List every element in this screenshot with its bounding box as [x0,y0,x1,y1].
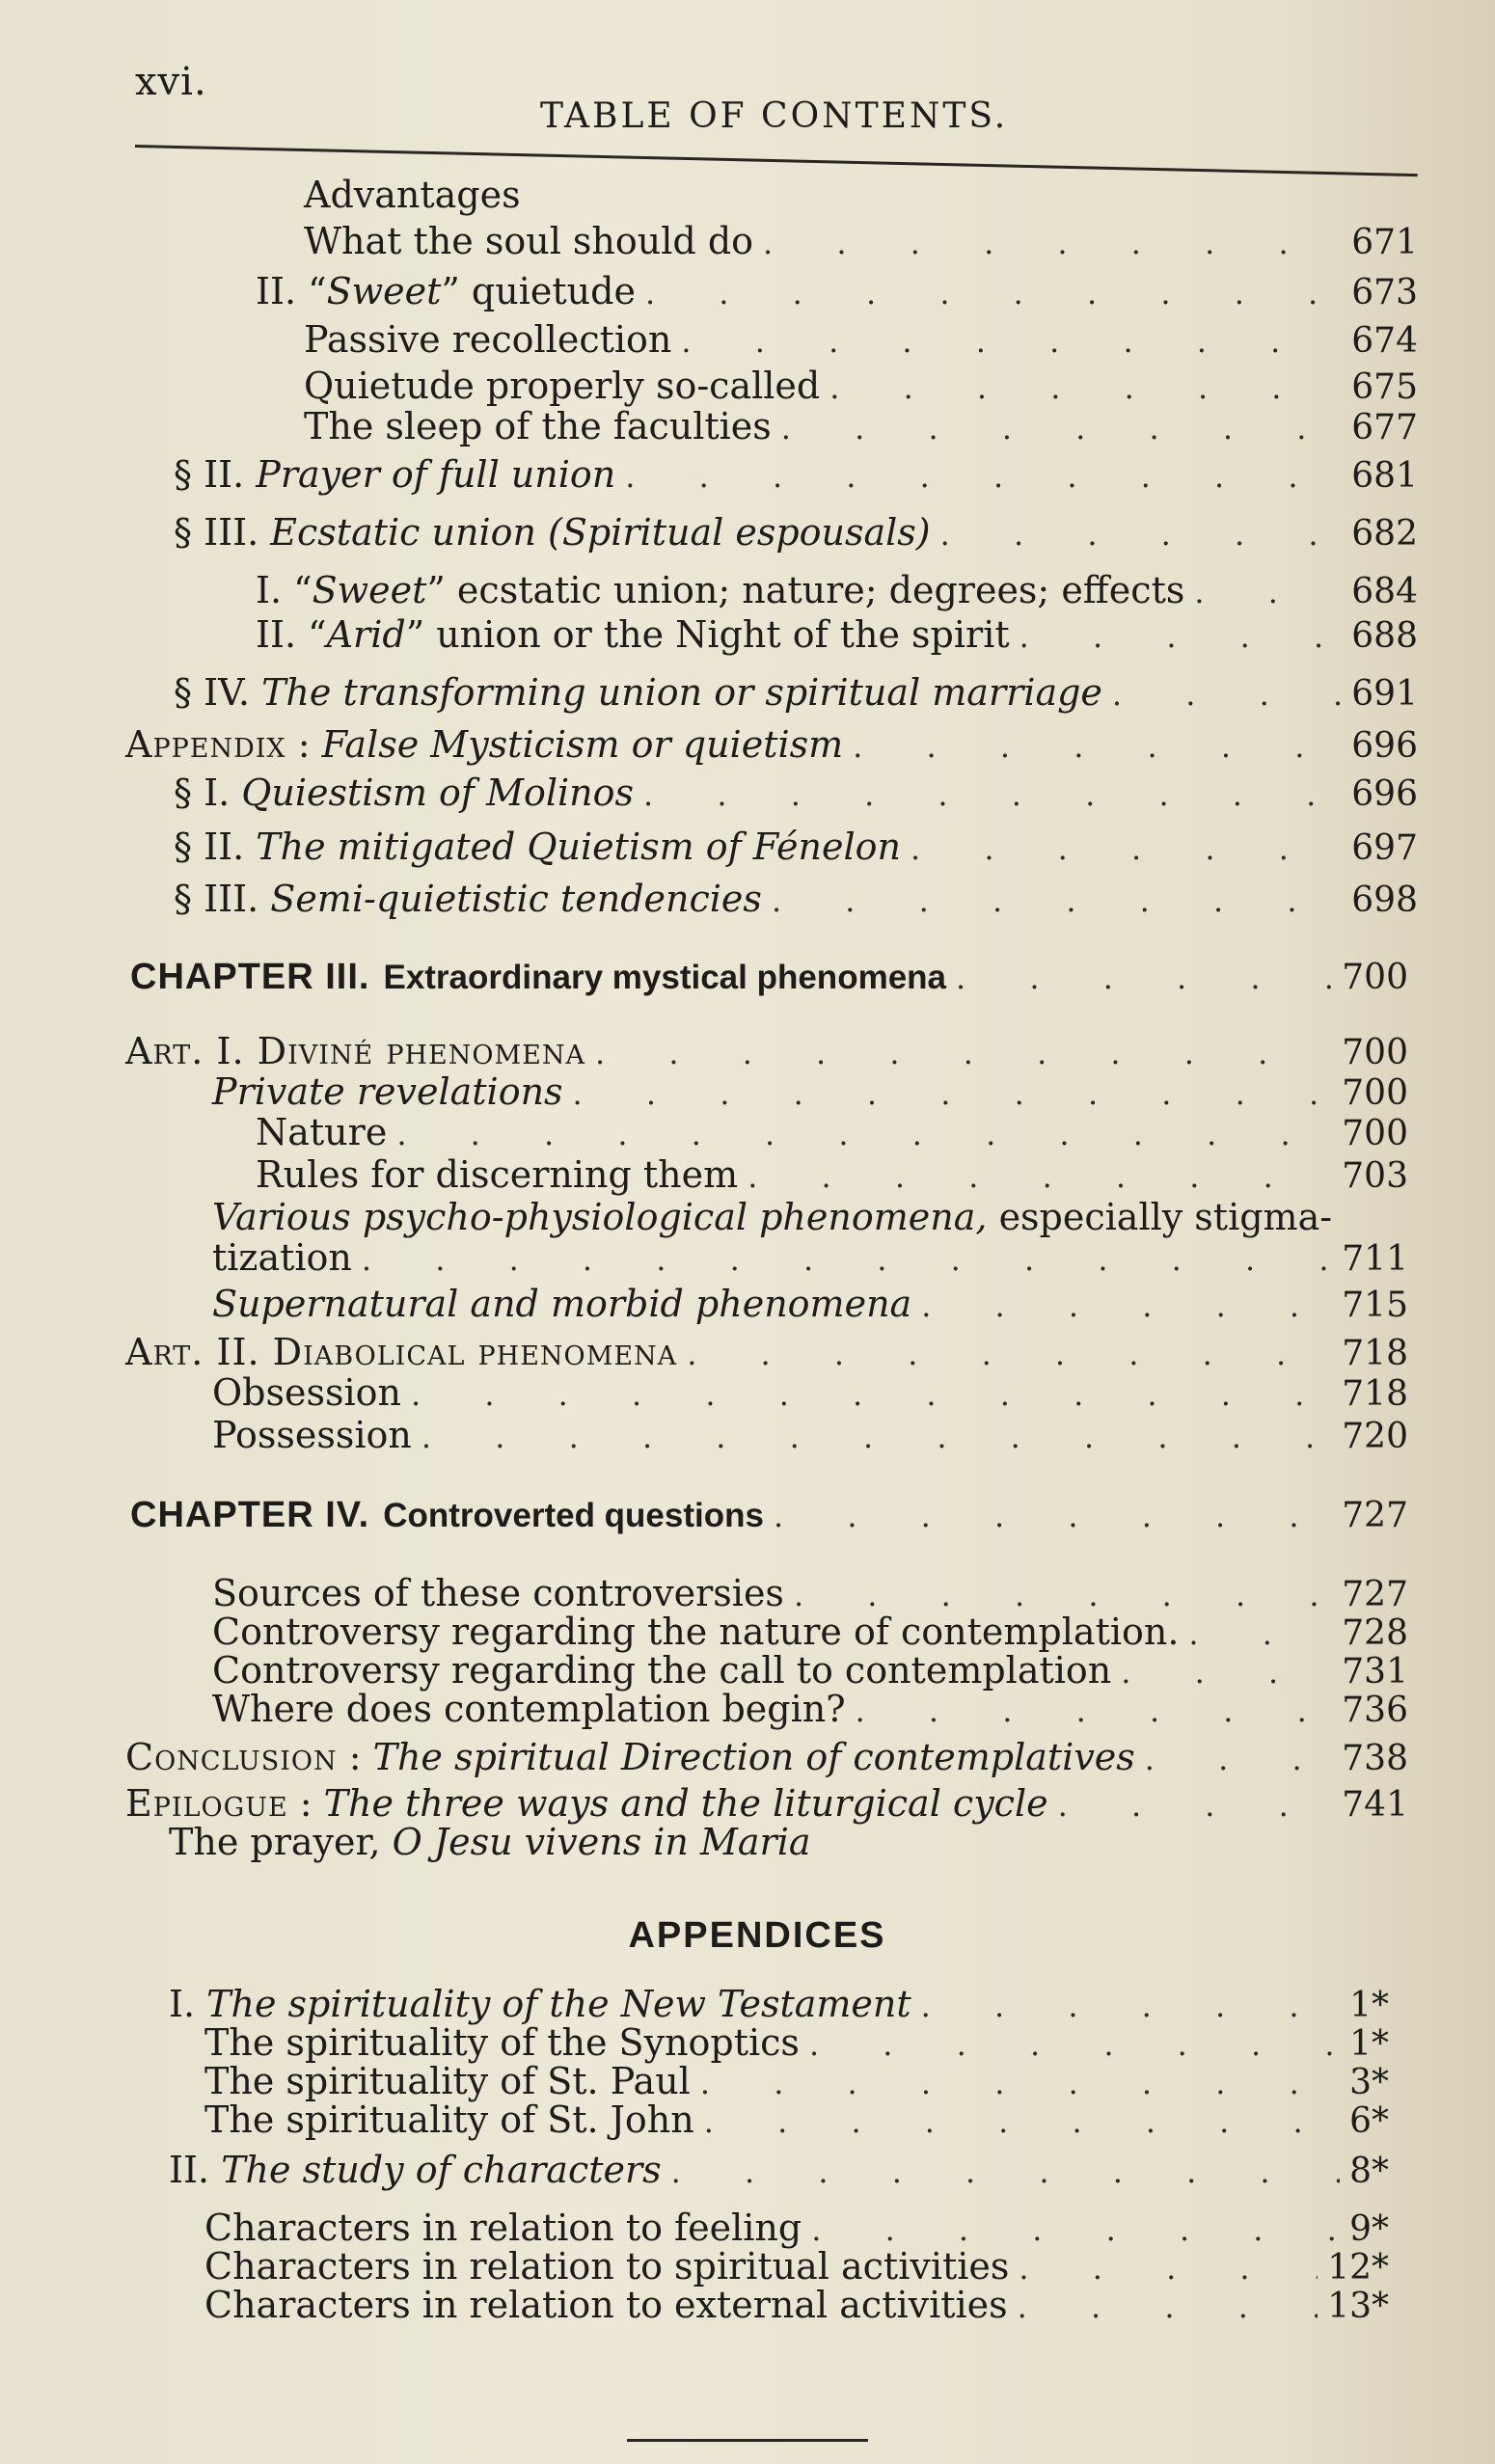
entry-prefix: II. “ [256,270,327,312]
entry-text: Characters in relation to spiritual activities [204,2245,1010,2288]
dot-leader [774,1495,1332,1537]
entry-title [204,2284,1008,2326]
page-ref: 736 [1342,1691,1408,1730]
entry-text: Nature [256,1111,388,1153]
dot-leader [573,1072,1333,1115]
entry-text: Where does contemplation begin? [212,1688,846,1730]
dot-leader [625,455,1342,498]
page-ref: 688 [1351,616,1418,656]
page-ref: 728 [1342,1613,1408,1653]
entry-title [256,1111,387,1153]
dot-leader [681,320,1342,363]
entry-text: Characters in relation to external activities [204,2284,1008,2326]
toc-entry[interactable] [212,1283,1408,1325]
chapter-heading[interactable] [130,955,1408,997]
entry-title [125,1331,677,1373]
entry-italic: Arid [326,613,406,656]
entry-title [304,405,772,447]
entry-title [174,772,634,814]
toc-entry[interactable] [125,1736,1408,1778]
toc-entry[interactable] [212,1414,1408,1456]
dot-leader [1194,571,1342,613]
appendix-entry[interactable] [204,2021,1389,2064]
entry-prefix: § II. [174,826,257,868]
toc-entry[interactable] [174,671,1418,714]
entry-prefix: II. “ [256,613,327,656]
entry-text: The spirituality of the Synoptics [204,2021,800,2064]
entry-italic: Private revelations [212,1070,563,1113]
entry-italic: Various psycho-physiological phenomena, [212,1196,988,1238]
entry-title [212,1611,1179,1653]
entry-title [204,2245,1009,2288]
page-ref: 700 [1342,958,1408,997]
toc-entry[interactable] [212,1196,1331,1238]
toc-entry[interactable] [212,1649,1408,1692]
entry-title [174,511,931,554]
entry-text: Characters in relation to feeling [204,2207,802,2249]
toc-entry[interactable] [256,569,1418,611]
toc-entry[interactable] [174,826,1418,868]
entry-prefix: § III. [174,511,271,554]
entry-title [204,2021,800,2064]
page-ref: 13* [1327,2287,1389,2326]
entry-suffix: ” quietude [441,270,636,312]
page-ref: 12* [1327,2248,1389,2288]
page-ref: 741 [1342,1785,1408,1825]
chapter-label: CHAPTER III. [130,957,370,997]
toc-entry[interactable] [256,270,1418,312]
entry-prefix: : [287,1782,324,1825]
entry-text: Passive recollection [304,318,672,361]
toc-entry[interactable] [174,511,1418,554]
entry-prefix: II. [169,2149,222,2191]
page-ref: 703 [1342,1156,1408,1196]
entry-italic: Ecstatic union (Spiritual espousals) [270,511,931,554]
appendix-entry[interactable] [169,1983,1389,2025]
page-ref: 715 [1342,1286,1408,1325]
chapter-name: Extraordinary mystical phenomena [383,959,947,996]
entry-prefix: § I. [174,772,242,814]
dot-leader [856,1690,1333,1732]
entry-italic: Sweet [312,569,427,611]
chapter-heading[interactable] [130,1493,1408,1535]
page-ref: 727 [1342,1496,1408,1535]
entry-prefix: § IV. [174,671,262,714]
entry-title [212,1371,401,1414]
page-ref: 718 [1342,1334,1408,1373]
appendix-entry[interactable] [204,2060,1389,2102]
entry-text: The sleep of the faculties [304,405,772,447]
entry-prefix: : [337,1736,373,1778]
page-ref: 700 [1342,1114,1408,1153]
entry-title [212,1070,563,1113]
dot-leader [763,222,1342,264]
page-ref: 718 [1342,1374,1408,1414]
toc-entry[interactable] [174,772,1418,814]
page-ref: 1* [1349,1986,1389,2025]
entry-italic: The mitigated Quietism of Fénelon [256,826,901,868]
entry-title [204,2098,694,2141]
entry-title [256,569,1184,611]
entry-prefix: I. “ [256,569,313,611]
entry-title [125,1782,1048,1825]
entry-italic: The study of characters [221,2149,662,2191]
entry-prefix-sc: Appendix [125,723,286,766]
appendices-heading: APPENDICES [628,1915,886,1956]
entry-title [174,826,901,868]
chapter-label: CHAPTER IV. [130,1495,370,1535]
entry-suffix: ” union or the Night of the spirit [405,613,1010,656]
entry-suffix: especially stigma- [987,1196,1333,1238]
entry-title [212,1414,412,1456]
page-ref: 700 [1342,1073,1408,1113]
entry-text: The spirituality of St. Paul [204,2060,691,2102]
page-ref: 674 [1351,321,1418,361]
appendix-entry[interactable] [204,2207,1389,2249]
entry-text: Advantages [304,174,521,216]
page-ref: 3* [1349,2063,1389,2102]
entry-prefix-sc: Art. II. Diabolical phenomena [125,1331,678,1373]
page-ref: 696 [1351,774,1418,814]
toc-entry[interactable] [174,878,1418,920]
toc-entry[interactable] [256,1111,1408,1153]
page-ref: 6* [1349,2101,1389,2141]
entry-title [256,270,636,312]
dot-leader [748,1155,1332,1198]
entry-text: Controversy regarding the nature of contemplation. [212,1611,1180,1653]
toc-entry[interactable] [212,1611,1408,1653]
page-ref: 720 [1342,1417,1408,1456]
entry-text: Obsession [212,1371,401,1414]
dot-leader [362,1238,1332,1281]
dot-leader [1018,2286,1318,2328]
entry-italic: Sweet [326,270,442,312]
page-ref: 675 [1351,367,1418,407]
entry-text: What the soul should do [304,220,754,262]
entry-title [169,1983,911,2025]
page-ref: 700 [1342,1033,1408,1072]
entry-italic: The three ways and the liturgical cycle [323,1782,1048,1825]
entry-italic: False Mysticism or quietism [321,723,844,766]
chapter-title [130,955,946,999]
chapter-name: Controverted questions [383,1497,764,1534]
chapter-title [130,1493,764,1537]
dot-leader [643,773,1342,816]
toc-entry[interactable] [304,318,1418,361]
page-ref: 727 [1342,1575,1408,1614]
entry-title [256,1153,738,1196]
entry-title [304,220,753,262]
entry-title [304,365,820,407]
entry-title [174,453,615,496]
entry-title [212,1236,352,1279]
toc-entry[interactable] [125,1782,1408,1825]
dot-leader [956,957,1332,999]
entry-text: Controversy regarding the call to contemplation [212,1649,1112,1692]
toc-entry[interactable] [212,1572,1408,1614]
entry-italic: Semi-quietistic tendencies [270,878,762,920]
dot-leader [772,880,1342,922]
entry-title [169,2149,662,2191]
toc-entry[interactable] [174,453,1418,496]
running-head: TABLE OF CONTENTS. [540,96,1009,136]
entry-prefix-sc: Art. I. Diviné phenomena [125,1030,586,1072]
dot-leader [411,1373,1332,1416]
dot-leader [940,513,1343,555]
entry-title [212,1688,846,1730]
entry-italic: Quiestism of Molinos [241,772,635,814]
dot-leader [911,827,1342,870]
page-ref: 691 [1351,674,1418,714]
entry-text: tization [212,1236,352,1279]
page-ref: 677 [1351,408,1418,447]
entry-prefix: I. [169,1983,207,2025]
page-ref: 682 [1351,514,1418,554]
toc-entry[interactable] [212,1371,1408,1414]
entry-suffix: ” ecstatic union; nature; degrees; effects [426,569,1185,611]
dot-leader [704,2100,1340,2143]
entry-title [212,1196,1332,1238]
appendix-entry[interactable] [204,2245,1389,2288]
entry-title [125,1030,585,1072]
dot-leader [781,407,1342,449]
entry-prefix-sc: Epilogue [125,1782,288,1825]
entry-title [204,2207,802,2249]
entry-prefix: § III. [174,878,271,920]
entry-prefix: The prayer, [169,1821,393,1863]
entry-text: Sources of these controversies [212,1572,784,1614]
entry-title [125,723,843,766]
toc-entry[interactable] [169,1821,1157,1863]
dot-leader [595,1032,1332,1074]
dot-leader [853,725,1342,768]
toc-entry[interactable] [212,1688,1408,1730]
dot-leader [1145,1738,1332,1780]
page-ref: 738 [1342,1739,1408,1778]
entry-title [304,318,671,361]
entry-prefix: : [285,723,322,766]
page-ref: 711 [1342,1239,1408,1279]
page-number: xvi. [135,60,207,104]
page-ref: 681 [1351,456,1418,496]
appendix-entry[interactable] [169,2149,1389,2191]
entry-text: Possession [212,1414,412,1456]
dot-leader [421,1416,1332,1458]
page-ref: 731 [1342,1652,1408,1692]
entry-title [204,2060,691,2102]
page-ref: 696 [1351,726,1418,766]
toc-entry[interactable] [256,1153,1408,1196]
toc-entry[interactable] [304,174,1418,216]
page-ref: 671 [1351,223,1418,262]
entry-title [125,1736,1135,1778]
page-ref: 684 [1351,572,1418,611]
page-ref: 673 [1351,273,1418,312]
entry-italic: Prayer of full union [256,453,616,496]
entry-italic: O Jesu vivens in Maria [392,1821,811,1863]
entry-text: The spirituality of St. John [204,2098,694,2141]
page-ref: 1* [1349,2024,1389,2064]
dot-leader [1019,615,1343,658]
dot-leader [671,2151,1340,2193]
page-ref: 697 [1351,828,1418,868]
entry-title [174,878,762,920]
entry-prefix: § II. [174,453,257,496]
appendix-entry[interactable] [204,2098,1389,2141]
page-ref: 8* [1349,2152,1389,2191]
dot-leader [829,366,1342,409]
dot-leader [1112,673,1342,716]
entry-title [304,174,521,216]
toc-entry[interactable] [125,1030,1408,1072]
entry-title [174,671,1102,714]
entry-title [169,1821,811,1863]
dot-leader [396,1113,1332,1155]
page-ref: 698 [1351,880,1418,920]
toc-entry[interactable] [304,365,1418,407]
appendix-entry[interactable] [204,2284,1389,2326]
entry-text: Quietude properly so-called [304,365,821,407]
toc-entry[interactable] [212,1070,1408,1113]
page-ref: 9* [1349,2209,1389,2249]
dot-leader [687,1333,1332,1375]
toc-entry[interactable] [125,723,1418,766]
toc-entry[interactable] [304,405,1418,447]
entry-prefix-sc: Conclusion [125,1736,338,1778]
toc-entry[interactable] [304,220,1418,262]
entry-italic: The transforming union or spiritual marriage [261,671,1102,714]
entry-title [212,1572,784,1614]
dot-leader [645,272,1342,314]
closing-rule [627,2439,868,2442]
header-rule [135,145,1418,176]
toc-entry[interactable] [256,613,1418,656]
toc-entry[interactable] [212,1236,1408,1279]
toc-entry[interactable] [125,1331,1408,1373]
entry-title [212,1283,911,1325]
entry-title [212,1649,1111,1692]
entry-italic: Supernatural and morbid phenomena [212,1283,912,1325]
entry-text: Rules for discerning them [256,1153,739,1196]
entry-title [256,613,1010,656]
dot-leader [921,1285,1332,1327]
entry-italic: The spirituality of the New Testament [206,1983,911,2025]
entry-italic: The spiritual Direction of contemplatives [372,1736,1135,1778]
